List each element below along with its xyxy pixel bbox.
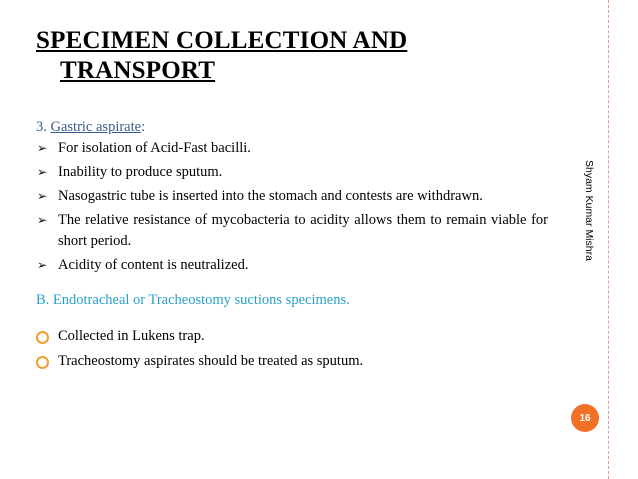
section-b-list: [36, 326, 548, 372]
list-item: [36, 255, 548, 276]
slide-title: [36, 26, 556, 86]
section-a-colon: :: [141, 119, 146, 135]
arrow-bullet-icon: ➢: [37, 189, 48, 203]
slide-title-line1: SPECIMEN COLLECTION AND: [36, 27, 408, 54]
list-item: [36, 186, 548, 207]
dashed-divider: [608, 0, 609, 479]
list-item-text: Tracheostomy aspirates should be treated as sputum.: [58, 352, 364, 369]
slide-title-line2: TRANSPORT: [60, 57, 216, 84]
section-a-label: Gastric aspirate: [50, 119, 142, 135]
list-item-text: Collected in Lukens trap.: [58, 327, 205, 344]
section-a-heading: [36, 117, 548, 138]
arrow-bullet-icon: ➢: [37, 141, 48, 155]
list-item: [36, 326, 548, 347]
ring-bullet-icon: [36, 356, 49, 369]
section-b-heading: B. Endotracheal or Tracheostomy suctions specimens.: [36, 292, 350, 308]
arrow-bullet-icon: ➢: [37, 258, 48, 272]
slide-content: [36, 117, 548, 376]
list-item: [36, 351, 548, 372]
page-number-badge: 16: [571, 404, 599, 432]
section-a-list: [36, 138, 548, 276]
arrow-bullet-icon: ➢: [37, 213, 48, 227]
arrow-bullet-icon: ➢: [37, 165, 48, 179]
list-item-text: Inability to produce sputum.: [58, 164, 223, 180]
list-item-text: Acidity of content is neutralized.: [58, 257, 249, 273]
author-label: Shyam Kumar Mishra: [583, 160, 595, 261]
list-item: [36, 162, 548, 183]
ring-bullet-icon: [36, 331, 49, 344]
list-item-text: Nasogastric tube is inserted into the stomach and contests are withdrawn.: [58, 188, 483, 204]
list-item-text: For isolation of Acid-Fast bacilli.: [58, 140, 251, 156]
list-item: [36, 210, 548, 252]
section-a-number: 3.: [36, 119, 47, 135]
list-item-text: The relative resistance of mycobacteria to acidity allows them to remain viable for short period.: [58, 212, 548, 249]
list-item: [36, 138, 548, 159]
